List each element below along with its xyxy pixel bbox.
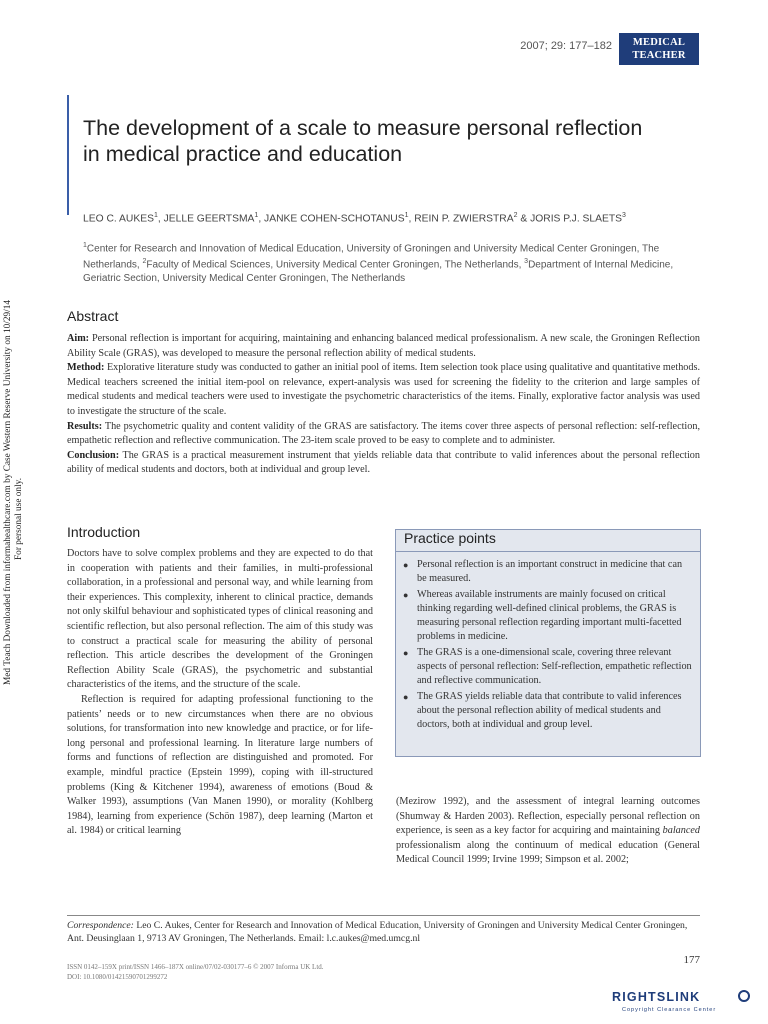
affiliation-marker: 1	[83, 242, 87, 249]
intro-paragraph-1: Doctors have to solve complex problems and they are expected to do that in cooperation with patients and their families, in multi-professional collaboration, in a professional and personal way, and while learning from their experiences. This complexity, inherent to clinical practice, demands not only skilful behaviour and sophisticated types of clinical reasoning and scientific reflection, but also personal reflection. The aim of this study was to construct a practical scale for measuring the ability of personal reflection. This article describes the development of the Groningen Reflection Ability Scale (GRAS), the psychometric and substantial characteristics of the items, and the structure of the scale.	[67, 548, 373, 691]
practice-points-title: Practice points	[404, 530, 496, 546]
article-title: The development of a scale to measure personal reflection in medical practice and education	[83, 116, 643, 166]
affiliations	[83, 239, 693, 285]
page-number: 177	[683, 954, 700, 966]
author-affiliation-marker: 1	[153, 212, 158, 219]
author-affiliation-marker: 3	[622, 212, 626, 219]
introduction-right-column	[396, 795, 700, 868]
footer-divider	[67, 915, 700, 916]
correspondence: Correspondence: Leo C. Aukes, Center for Research and Innovation of Medical Education, University of Groningen and University Medical Center Groningen, Ant. Deusinglaan 1, 9713 AV Groningen, The Netherlands. Email: l.c.aukes@med.umcg.nl	[67, 920, 688, 944]
rightslink-main: RIGHTSLINK	[612, 990, 701, 1004]
rightslink-sub: Copyright Clearance Center	[622, 1007, 717, 1013]
bullet-icon: ●	[403, 691, 409, 702]
affiliation-marker: 2	[142, 258, 147, 266]
journal-citation: 2007; 29: 177–182	[520, 40, 612, 52]
rightslink-badge[interactable]	[612, 987, 756, 1013]
bullet-icon: ●	[403, 589, 409, 600]
author-name: REIN P. ZWIERSTRA	[414, 213, 514, 225]
practice-point: ● The GRAS yields reliable data that contribute to valid inferences about the personal reflection ability of medical students and doctors, both at individual and group level.	[403, 690, 682, 731]
abstract-results: Results: The psychometric quality and content validity of the GRAS are satisfactory. The items cover three aspects of personal reflection: self-reflection, empathetic reflection and reflective communication. The 23-item scale proved to be easy to complete and to administer.	[67, 420, 700, 447]
author-affiliation-marker: 2	[513, 212, 518, 219]
affiliation-text: Center for Research and Innovation of Medical Education, University of Groningen and University Medical Center Groningen, The Netherlands,	[83, 243, 660, 271]
logo-line-1: MEDICAL	[632, 37, 686, 48]
issn-line: ISSN 0142–159X print/ISSN 1466–187X online/07/02-030177–6 © 2007 Informa UK Ltd.	[67, 963, 324, 971]
author-list: LEO C. AUKES$^1$, JELLE GEERTSMA$^1$, JANKE COHEN-SCHOTANUS$^1$, REIN P. ZWIERSTRA$^2$ & JORIS P.J. SLAETS$^3$	[83, 212, 626, 225]
introduction-left-column	[67, 547, 373, 839]
abstract-aim: Aim: Personal reflection is important for acquiring, maintaining and enhancing balanced medical professionalism. A new scale, the Groningen Reflection Ability Scale (GRAS), was developed to measure the personal reflection ability of medical students.	[67, 333, 700, 359]
affiliation-text: Department of Internal Medicine, Geriatric Section, University Medical Center Groningen, The Netherlands	[83, 259, 674, 284]
practice-point: ● Whereas available instruments are mainly focused on critical thinking regarding well-defined clinical problems, the GRAS is measuring personal reflection regarding important multi-facetted problems in medicine.	[403, 588, 682, 643]
publication-info	[67, 962, 547, 982]
bullet-icon: ●	[403, 647, 409, 658]
logo-line-2: TEACHER	[632, 50, 686, 61]
bullet-icon: ●	[403, 560, 409, 570]
abstract-conclusion: Conclusion: The GRAS is a practical measurement instrument that yields reliable data that contribute to valid inferences about the personal reflection ability of medical students and doctors, both at individual and group level.	[67, 449, 700, 476]
title-accent-bar	[67, 95, 69, 215]
practice-points-list	[400, 558, 694, 734]
download-notice-line-2: For personal use only.	[14, 477, 24, 560]
author-affiliation-marker: 1	[254, 212, 259, 219]
intro-paragraph-2: Reflection is required for adapting professional functioning to the patients’ needs or to new circumstances when there are no obvious solutions, for transformation into new knowledge and practice, or for life-long personal and professional learning. In literature large numbers of forms and functions of reflection are distinguished and promoted. For example, mindful practice (Epstein 1999), coping with ill-structured problems (King & Kitchener 1994), awareness of emotions (Boud & Walker 1993), assumptions (Van Manen 1990), or morality (Kohlberg 1984), learning from experience (Schön 1987), deep learning (Marton et al. 1984) or critical learning	[67, 693, 373, 837]
rightslink-arrow-icon	[739, 991, 749, 1001]
download-notice	[0, 300, 24, 690]
affiliation-text: Faculty of Medical Sciences, University Medical Center Groningen, The Netherlands,	[146, 259, 525, 271]
affiliation-marker: 3	[524, 258, 529, 266]
author-affiliation-marker: 1	[404, 212, 409, 219]
author-name: JORIS P.J. SLAETS	[530, 213, 623, 225]
author-name: JELLE GEERTSMA	[163, 213, 255, 225]
introduction-heading: Introduction	[67, 524, 141, 540]
doi-line[interactable]: DOI: 10.1080/01421590701299272	[67, 973, 168, 981]
practice-point: ● Personal reflection is an important construct in medicine that can be measured.	[403, 559, 683, 585]
abstract-method: Method: Explorative literature study was conducted to gather an initial pool of items. Item selection took place using qualitative and quantitative methods. Medical teachers screened the initial item-pool on relevance, expert-analysis was used for screening the fidelity to the criterion and large samples of medical students and medical teachers were used to investigate the psychometric characteristics of the items. Finally, explorative factor analysis was used to investigate the structure of the scale.	[67, 362, 700, 417]
practice-point: ● The GRAS is a one-dimensional scale, covering three relevant aspects of personal reflection: Self-reflection, empathetic reflection and reflective communication.	[403, 646, 692, 687]
author-name: LEO C. AUKES	[83, 213, 154, 225]
abstract-heading: Abstract	[67, 308, 119, 324]
author-name: JANKE COHEN-SCHOTANUS	[264, 213, 405, 225]
practice-points-divider	[396, 551, 700, 552]
download-notice-line-1: Med Teach Downloaded from informahealthcare.com by Case Western Reserve University on 10/29/14	[3, 300, 13, 685]
abstract-body	[67, 332, 700, 478]
intro-paragraph-3: (Mezirow 1992), and the assessment of integral learning outcomes (Shumway & Harden 2003). Reflection, especially personal reflection on experience, is seen as a key factor for acquiring and maintaining balanced professionalism along the continuum of medical education (General Medical Council 1999; Irvine 1999; Simpson et al. 2002;	[396, 796, 700, 866]
journal-logo[interactable]	[619, 33, 699, 65]
